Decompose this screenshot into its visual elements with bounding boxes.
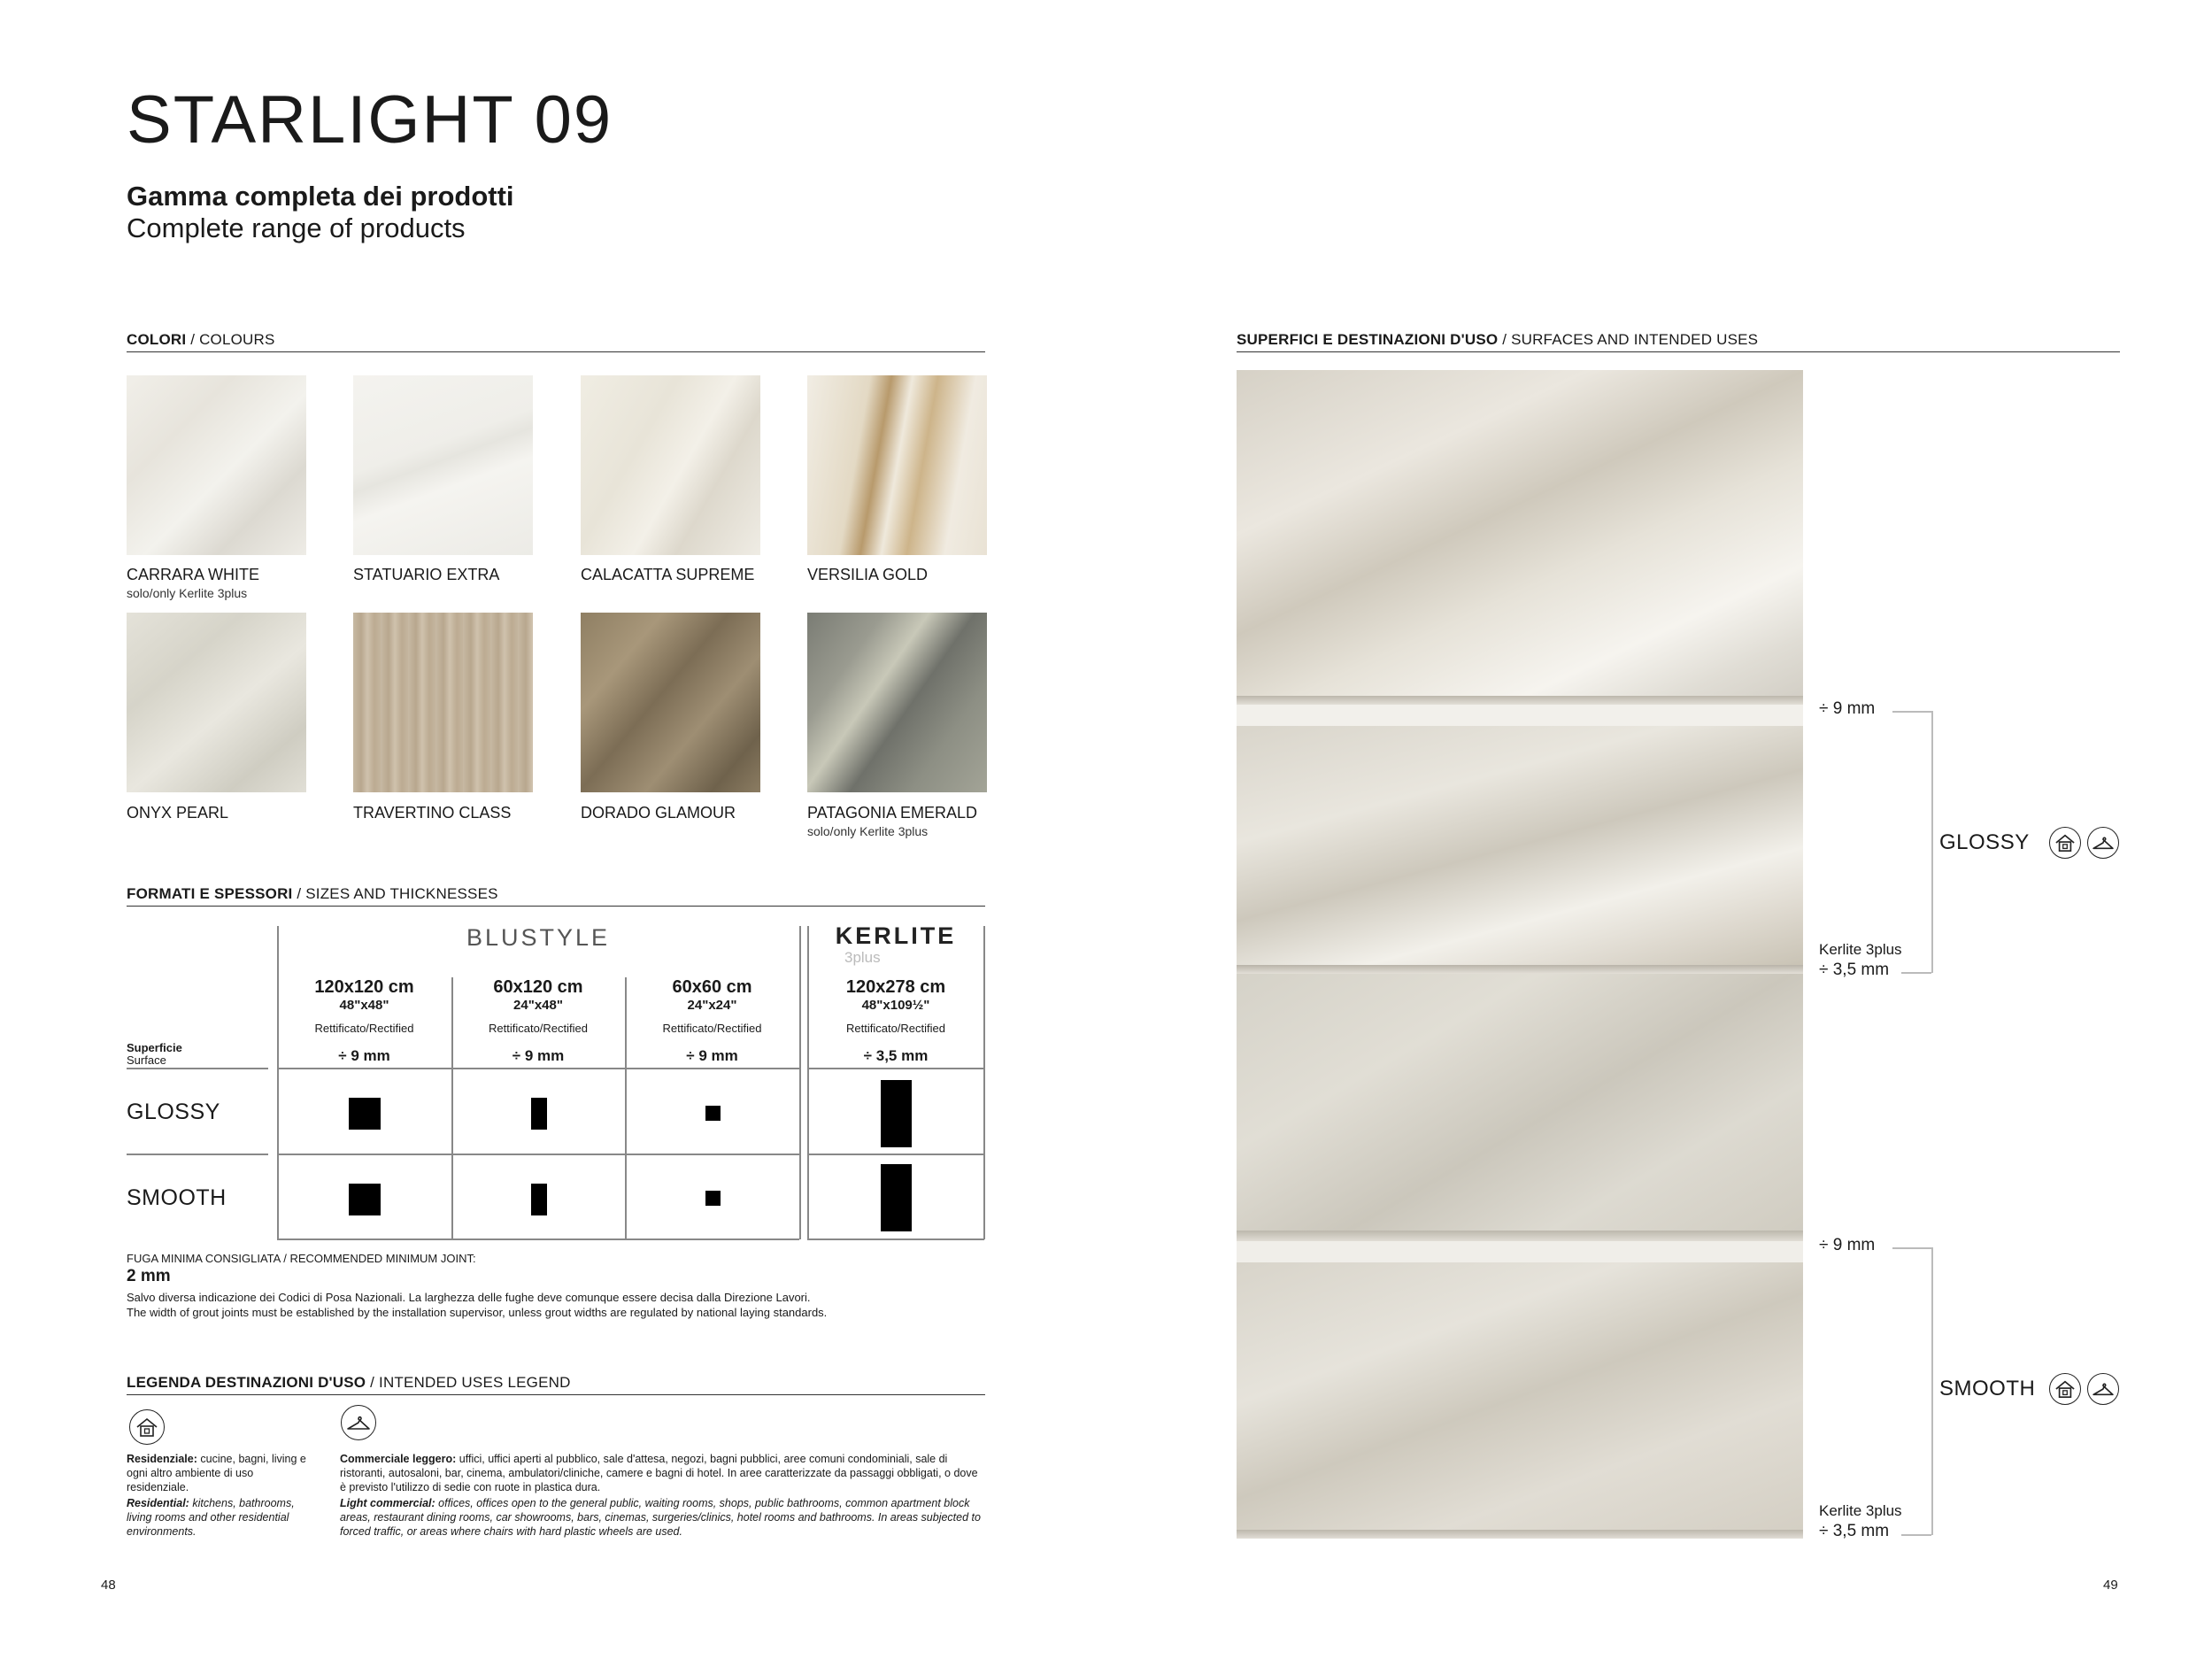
colour-name: ONYX PEARL (127, 804, 229, 822)
availability-mark (349, 1184, 381, 1215)
slab-gap (1237, 1241, 1803, 1262)
bracket-line (1901, 972, 1931, 974)
row-label-smooth: SMOOTH (127, 1185, 227, 1210)
light-commercial-hanger-icon (341, 1405, 376, 1440)
availability-mark (705, 1191, 721, 1206)
bracket-line (1892, 711, 1931, 713)
availability-mark (881, 1164, 912, 1231)
glossy-residential-house-icon (2049, 827, 2081, 859)
colour-name: CALACATTA SUPREME (581, 566, 755, 583)
swatch-calacatta-supreme (581, 375, 760, 555)
joint-note-it: Salvo diversa indicazione dei Codici di Posa Nazionali. La larghezza delle fughe deve comunque essere decisa dalla Direzione Lavori. (127, 1291, 811, 1304)
smooth-thickness-bottom: ÷ 3,5 mm (1819, 1522, 1890, 1540)
smooth-finish-label: SMOOTH (1939, 1377, 2036, 1401)
colour-note: solo/only Kerlite 3plus (807, 824, 929, 838)
residential-house-icon (129, 1409, 165, 1445)
brand-kerlite-sub: 3plus (844, 949, 881, 966)
swatch-statuario-extra (353, 375, 533, 555)
bracket-line (1931, 711, 1933, 973)
glossy-finish-label: GLOSSY (1939, 830, 2030, 854)
page-number-left: 48 (101, 1578, 116, 1593)
surfaces-heading: SUPERFICI E DESTINAZIONI D'USO / SURFACES AND INTENDED USES (1237, 331, 2120, 352)
glossy-kerlite-label: Kerlite 3plus (1819, 941, 1902, 958)
bracket-line (1931, 1247, 1933, 1535)
table-divider (807, 1068, 984, 1069)
table-divider (127, 1154, 268, 1155)
joint-label: FUGA MINIMA CONSIGLIATA / RECOMMENDED MINIMUM JOINT: (127, 1252, 476, 1265)
table-divider (983, 926, 985, 1239)
sizes-heading: FORMATI E SPESSORI / SIZES AND THICKNESSES (127, 885, 985, 907)
table-divider (807, 1238, 984, 1240)
format-header: 120x278 cm 48"x109½" Rettificato/Rectified ÷ 3,5 mm (845, 977, 946, 1064)
colours-heading: COLORI / COLOURS (127, 331, 985, 352)
table-divider (277, 1068, 799, 1069)
availability-mark (349, 1098, 381, 1130)
table-divider (127, 1068, 268, 1069)
table-divider (799, 926, 801, 1239)
smooth-kerlite-label: Kerlite 3plus (1819, 1502, 1902, 1519)
page-number-right: 49 (2103, 1578, 2118, 1593)
slab-edge (1237, 1231, 1803, 1241)
table-divider (807, 1154, 984, 1155)
availability-mark (531, 1184, 547, 1215)
availability-mark (705, 1106, 721, 1121)
colour-name: PATAGONIA EMERALD (807, 804, 978, 822)
format-header: 120x120 cm 48"x48" Rettificato/Rectified ÷ 9 mm (314, 977, 414, 1064)
smooth-thickness-top: ÷ 9 mm (1819, 1236, 1876, 1254)
brand-blustyle: BLUSTYLE (466, 924, 611, 951)
swatch-onyx-pearl (127, 613, 306, 792)
subtitle-italian: Gamma completa dei prodotti (127, 181, 514, 212)
bracket-line (1892, 1247, 1931, 1249)
joint-note-en: The width of grout joints must be established by the installation supervisor, unless grout widths are regulated by national laying standards. (127, 1306, 828, 1319)
residential-desc-it: Residenziale: cucine, bagni, living e ogni altro ambiente di uso residenziale. (127, 1453, 306, 1493)
table-divider (277, 1154, 799, 1155)
glossy-commercial-hanger-icon (2087, 827, 2119, 859)
residential-desc-en: Residential: kitchens, bathrooms, living rooms and other residential environments. (127, 1497, 295, 1538)
slab-edge (1237, 696, 1803, 705)
commercial-desc-en: Light commercial: offices, offices open to the general public, waiting rooms, shops, public bathrooms, common apartment block areas, restaurant dining rooms, car showrooms, bars, cinemas, surgeries/clinics, hotel rooms and bathrooms. In areas subjected to forced traffic, or areas where chairs with hard plastic wheels are used. (340, 1497, 981, 1538)
format-header: 60x120 cm 24"x48" Rettificato/Rectified ÷ 9 mm (489, 977, 588, 1064)
smooth-kerlite-slab-image (1237, 1262, 1803, 1530)
smooth-residential-house-icon (2049, 1373, 2081, 1405)
slab-gap (1237, 705, 1803, 726)
availability-mark (531, 1098, 547, 1130)
colour-name: CARRARA WHITE (127, 566, 260, 583)
commercial-desc-it: Commerciale leggero: uffici, uffici aperti al pubblico, sale d'attesa, negozi, bagni pubblici, aree comuni condominiali, sale di ristoranti, autosaloni, bar, cinema, ambulatori/cliniche, camere e bagni di hotel. In aree caratterizzate da passaggi obbligati, o dove è previsto l'utilizzo di sedie con ruote in plastica dura. (340, 1453, 978, 1493)
glossy-thickness-top: ÷ 9 mm (1819, 699, 1876, 718)
slab-edge (1237, 1530, 1803, 1539)
swatch-versilia-gold (807, 375, 987, 555)
glossy-kerlite-slab-image (1237, 726, 1803, 965)
smooth-slab-image (1237, 974, 1803, 1231)
smooth-commercial-hanger-icon (2087, 1373, 2119, 1405)
glossy-slab-image (1237, 370, 1803, 696)
joint-value: 2 mm (127, 1267, 171, 1285)
slab-edge (1237, 965, 1803, 974)
legend-heading: LEGENDA DESTINAZIONI D'USO / INTENDED USES LEGEND (127, 1374, 985, 1395)
surface-label-en: Surface (127, 1053, 166, 1067)
surface-label-it: Superficie (127, 1041, 182, 1054)
page-title: STARLIGHT 09 (127, 82, 613, 158)
brand-kerlite: KERLITE (835, 922, 957, 949)
colour-name: STATUARIO EXTRA (353, 566, 500, 583)
glossy-thickness-bottom: ÷ 3,5 mm (1819, 961, 1890, 979)
swatch-travertino-class (353, 613, 533, 792)
swatch-dorado-glamour (581, 613, 760, 792)
table-divider (277, 1238, 799, 1240)
row-label-glossy: GLOSSY (127, 1100, 220, 1124)
table-divider (277, 926, 279, 1239)
subtitle-english: Complete range of products (127, 212, 466, 243)
swatch-carrara-white (127, 375, 306, 555)
colour-note: solo/only Kerlite 3plus (127, 586, 248, 600)
format-header: 60x60 cm 24"x24" Rettificato/Rectified ÷ 9 mm (662, 977, 762, 1064)
colour-name: VERSILIA GOLD (807, 566, 929, 583)
colour-name: TRAVERTINO CLASS (353, 804, 512, 822)
colour-name: DORADO GLAMOUR (581, 804, 736, 822)
swatch-patagonia-emerald (807, 613, 987, 792)
availability-mark (881, 1080, 912, 1147)
table-divider (807, 926, 809, 1239)
bracket-line (1901, 1534, 1931, 1536)
